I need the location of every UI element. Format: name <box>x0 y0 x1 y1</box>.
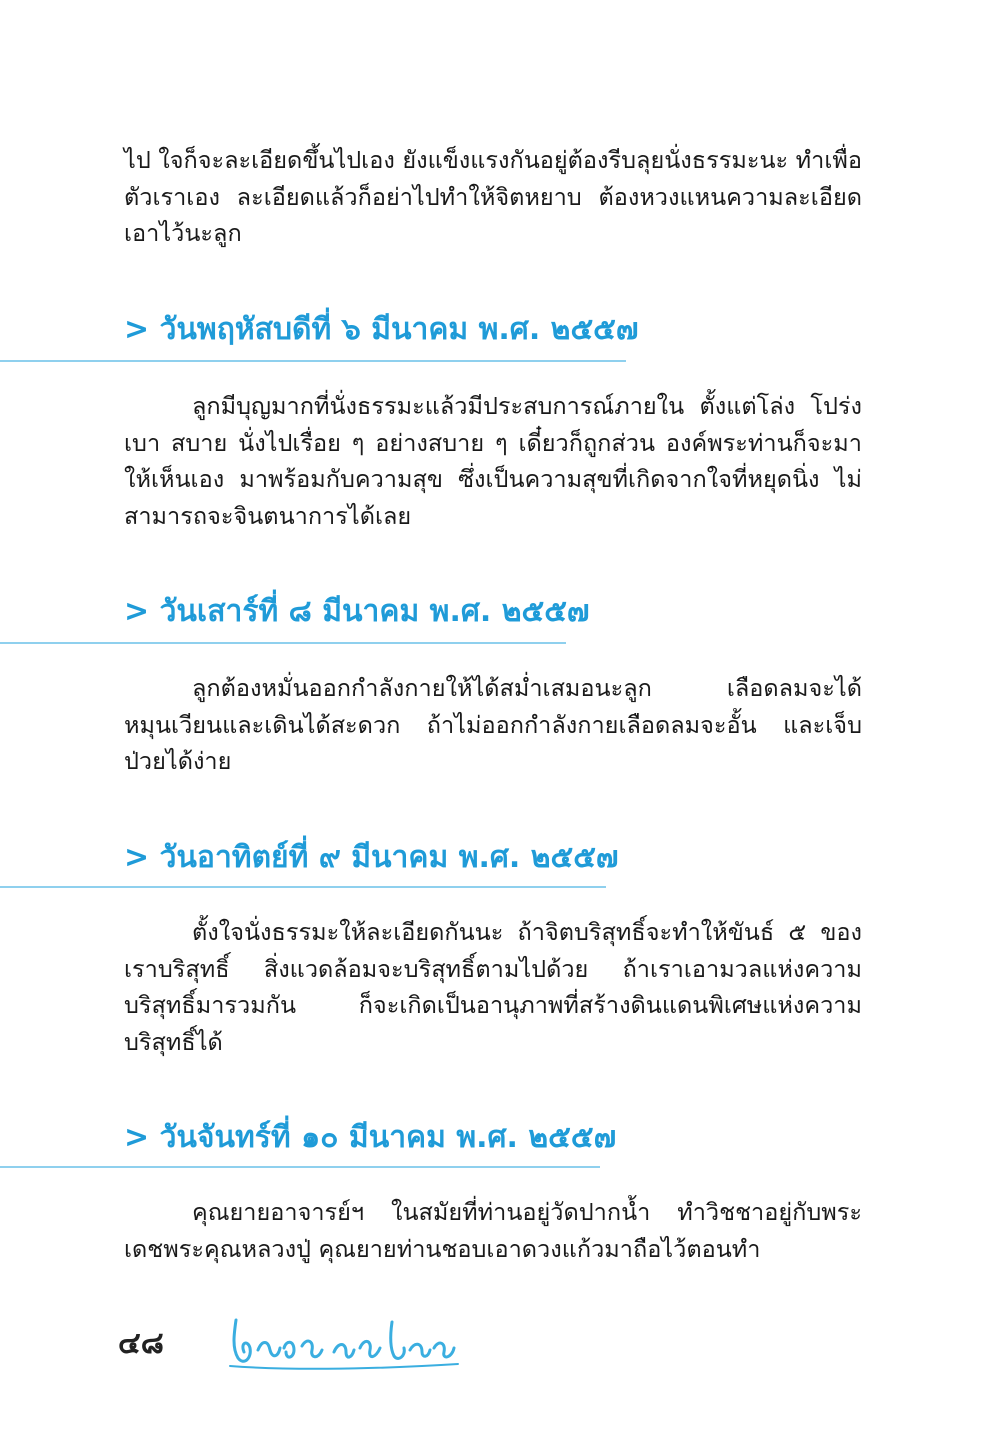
paragraph-thursday: ลูกมีบุญมากที่นั่งธรรมะแล้วมีประสบการณ์ภายใน ตั้งแต่โล่ง โปร่ง เบา สบาย นั่งไปเรื่อย ๆ อย่างสบาย ๆ เดี๋ยวก็ถูกส่วน องค์พระท่านก็จะมาให้เห็นเอง มาพร้อมกับความสุข ซึ่งเป็นความสุขที่เกิดจากใจที่หยุดนิ่ง ไม่สามารถจะจินตนาการได้เลย <box>124 392 862 530</box>
handwritten-title-logo <box>222 1300 462 1380</box>
paragraph-sunday: ตั้งใจนั่งธรรมะให้ละเอียดกันนะ ถ้าจิตบริสุทธิ์จะทำให้ขันธ์ ๕ ของเราบริสุทธิ์ สิ่งแวดล้อมจะบริสุทธิ์ตามไปด้วย ถ้าเราเอามวลแห่งความบริสุทธิ์มารวมกัน ก็จะเกิดเป็นอานุภาพที่สร้างดินแดนพิเศษแห่งความบริสุทธิ์ได้ <box>124 918 862 1056</box>
date-heading-thursday: > วันพฤหัสบดีที่ ๖ มีนาคม พ.ศ. ๒๕๕๗ <box>124 312 639 347</box>
heading-underline <box>0 1166 600 1168</box>
date-heading-sunday: > วันอาทิตย์ที่ ๙ มีนาคม พ.ศ. ๒๕๕๗ <box>124 840 619 875</box>
heading-underline <box>0 360 626 362</box>
page-number: ๔๘ <box>118 1326 164 1361</box>
paragraph-saturday: ลูกต้องหมั่นออกกำลังกายให้ได้สม่ำเสมอนะลูก เลือดลมจะได้หมุนเวียนและเดินได้สะดวก ถ้าไม่ออกกำลังกายเลือดลมจะอั้น และเจ็บป่วยได้ง่าย <box>124 674 862 775</box>
paragraph-intro-continued: ไป ใจก็จะละเอียดขึ้นไปเอง ยังแข็งแรงกันอยู่ต้องรีบลุยนั่งธรรมะนะ ทำเพื่อตัวเราเอง ละเอียดแล้วก็อย่าไปทำให้จิตหยาบ ต้องหวงแหนความละเอียดเอาไว้นะลูก <box>124 146 862 247</box>
heading-underline <box>0 642 566 644</box>
paragraph-monday: คุณยายอาจารย์ฯ ในสมัยที่ท่านอยู่วัดปากน้ำ ทำวิชชาอยู่กับพระเดชพระคุณหลวงปู่ คุณยายท่านชอบเอาดวงแก้วมาถือไว้ตอนทำ <box>124 1198 862 1263</box>
date-heading-saturday: > วันเสาร์ที่ ๘ มีนาคม พ.ศ. ๒๕๕๗ <box>124 594 590 629</box>
date-heading-monday: > วันจันทร์ที่ ๑๐ มีนาคม พ.ศ. ๒๕๕๗ <box>124 1120 617 1155</box>
heading-underline <box>0 886 606 888</box>
